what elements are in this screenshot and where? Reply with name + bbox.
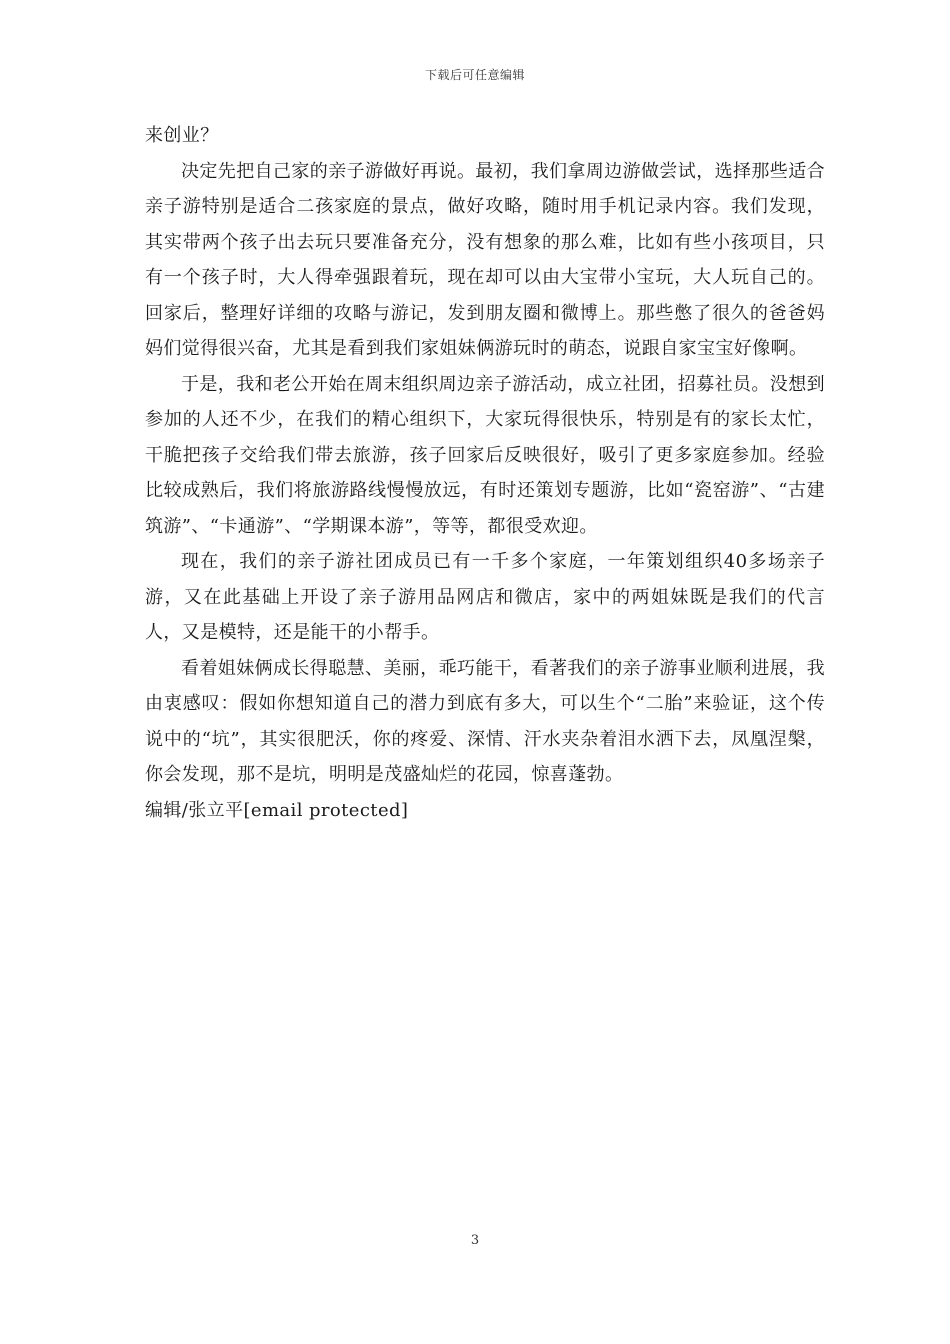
paragraph-4: 现在，我们的亲子游社团成员已有一千多个家庭，一年策划组织40多场亲子游，又在此基础上开设了亲子游用品网店和微店，家中的两姐妹既是我们的代言人，又是模特，还是能干的小帮手。 (145, 551, 825, 643)
paragraph-3: 于是，我和老公开始在周末组织周边亲子游活动，成立社团，招募社员。没想到参加的人还不少，在我们的精心组织下，大家玩得很快乐，特别是有的家长太忙，干脆把孩子交给我们带去旅游，孩子回家后反映很好，吸引了更多家庭参加。经验比较成熟后，我们将旅游路线慢慢放远，有时还策划专题游，比如“瓷窑游”、“古建筑游”、“卡通游”、“学期课本游”，等等，都很受欢迎。 (145, 373, 825, 537)
paragraph-1: 来创业？ (145, 125, 219, 146)
paragraph-5: 看着姐妹俩成长得聪慧、美丽，乖巧能干，看著我们的亲子游事业顺利进展，我由衷感叹：假如你想知道自己的潜力到底有多大，可以生个“二胎”来验证，这个传说中的“坑”，其实很肥沃，你的疼爱、深情、汗水夹杂着泪水洒下去，凤凰涅槃，你会发现，那不是坑，明明是茂盛灿烂的花园，惊喜蓬勃。 (145, 657, 825, 785)
paragraph-2: 决定先把自己家的亲子游做好再说。最初，我们拿周边游做尝试，选择那些适合亲子游特别是适合二孩家庭的景点，做好攻略，随时用手机记录内容。我们发现，其实带两个孩子出去玩只要准备充分，没有想象的那么难，比如有些小孩项目，只有一个孩子时，大人得牵强跟着玩，现在却可以由大宝带小宝玩，大人玩自己的。回家后，整理好详细的攻略与游记，发到朋友圈和微博上。那些憋了很久的爸爸妈妈们觉得很兴奋，尤其是看到我们家姐妹俩游玩时的萌态，说跟自家宝宝好像啊。 (145, 160, 825, 359)
page-number: 3 (470, 1233, 480, 1248)
editor-credit: 编辑/张立平[email protected] (145, 799, 409, 821)
page-header: 下载后可任意编辑 (424, 68, 525, 82)
article-body (145, 118, 825, 828)
